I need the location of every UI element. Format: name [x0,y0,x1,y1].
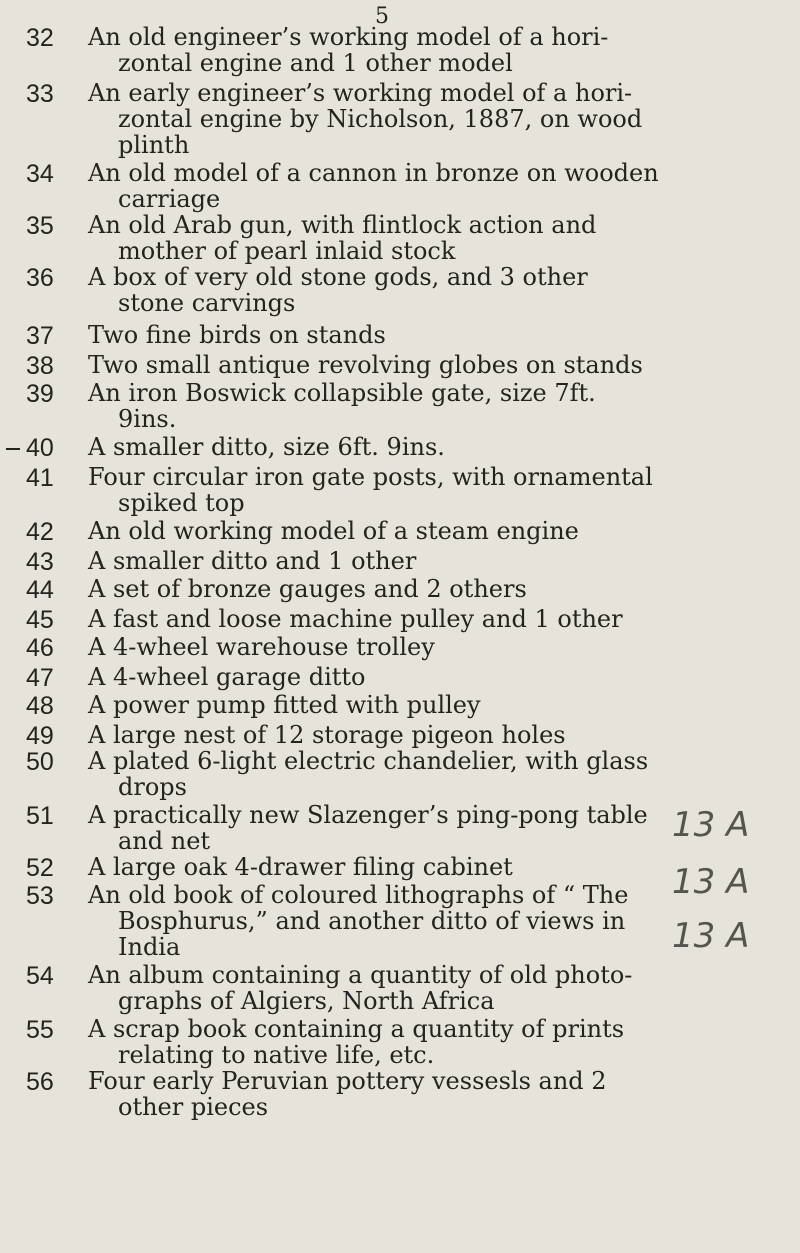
lot-description [88,664,778,690]
description-line: A 4-wheel warehouse trolley [88,633,435,661]
lot-number: 41 [26,464,54,492]
description-line: A large oak 4-drawer filing cabinet [88,853,513,881]
lot-number: 43 [26,548,54,576]
lot-description [88,548,778,574]
lot-number: 44 [26,576,54,604]
description-line: An old engineer’s working model of a hori- [88,23,609,51]
lot-number: 33 [26,80,54,108]
handwritten-annotation: 13 A [672,805,750,845]
lot-description [88,322,778,348]
lot-description [88,634,778,660]
description-line: A power pump fitted with pulley [88,691,481,719]
description-line: Four early Peruvian pottery vessesls and 2 [88,1067,607,1095]
margin-mark [6,448,20,450]
description-line: Four circular iron gate posts, with ornamental [88,463,653,491]
lot-number: 51 [26,802,54,830]
description-line: An old book of coloured lithographs of “ The [88,881,629,909]
description-line: Bosphurus,” and another ditto of views in [118,907,626,935]
description-line: Two small antique revolving globes on stands [88,351,643,379]
lot-number: 42 [26,518,54,546]
description-line: zontal engine by Nicholson, 1887, on wood [118,105,643,133]
lot-description [88,352,778,378]
lot-number: 39 [26,380,54,408]
lot-number: 47 [26,664,54,692]
lot-description [88,962,778,1014]
description-line: An iron Boswick collapsible gate, size 7ft. [88,379,596,407]
description-line: 9ins. [118,405,177,433]
description-line: graphs of Algiers, North Africa [118,987,495,1015]
description-line: zontal engine and 1 other model [118,49,513,77]
description-line: and net [118,827,211,855]
lot-description [88,380,778,432]
description-line: stone carvings [118,289,296,317]
lot-number: 56 [26,1068,54,1096]
description-line: Two fine birds on stands [88,321,386,349]
description-line: An old working model of a steam engine [88,517,579,545]
lot-description [88,692,778,718]
description-line: plinth [118,131,190,159]
description-line: India [118,933,181,961]
description-line: An album containing a quantity of old photo- [88,961,633,989]
lot-number: 34 [26,160,54,188]
lot-description [88,1016,778,1068]
lot-number: 52 [26,854,54,882]
description-line: drops [118,773,187,801]
lot-description [88,748,778,800]
lot-number: 36 [26,264,54,292]
lot-description [88,160,778,212]
lot-description [88,606,778,632]
lot-number: 38 [26,352,54,380]
lot-number: 46 [26,634,54,662]
description-line: A practically new Slazenger’s ping-pong table [88,801,648,829]
description-line: An early engineer’s working model of a hori- [88,79,633,107]
description-line: A smaller ditto, size 6ft. 9ins. [88,433,445,461]
handwritten-annotation: 13 A [672,862,750,902]
lot-description [88,24,778,76]
lot-description [88,464,778,516]
handwritten-annotation: 13 A [672,916,750,956]
description-line: A box of very old stone gods, and 3 other [88,263,588,291]
lot-description [88,722,778,748]
lot-number: 50 [26,748,54,776]
description-line: An old model of a cannon in bronze on wooden [88,159,659,187]
description-line: An old Arab gun, with flintlock action and [88,211,597,239]
lot-number: 45 [26,606,54,634]
description-line: A smaller ditto and 1 other [88,547,417,575]
description-line: A set of bronze gauges and 2 others [88,575,527,603]
lot-number: 54 [26,962,54,990]
description-line: A large nest of 12 storage pigeon holes [88,721,566,749]
lot-description [88,80,778,158]
lot-number: 37 [26,322,54,350]
description-line: A 4-wheel garage ditto [88,663,366,691]
description-line: mother of pearl inlaid stock [118,237,456,265]
lot-description [88,576,778,602]
lot-description [88,518,778,544]
lot-number: 55 [26,1016,54,1044]
description-line: A plated 6-light electric chandelier, with glass [88,747,649,775]
lot-number: 35 [26,212,54,240]
description-line: A scrap book containing a quantity of prints [88,1015,625,1043]
lot-number: 48 [26,692,54,720]
lot-number: 32 [26,24,54,52]
description-line: carriage [118,185,221,213]
description-line: spiked top [118,489,245,517]
page-number: 5 [375,4,390,29]
description-line: other pieces [118,1093,269,1121]
lot-description [88,264,778,316]
lot-number: 49 [26,722,54,750]
lot-description [88,1068,778,1120]
description-line: A fast and loose machine pulley and 1 other [88,605,623,633]
lot-number: 53 [26,882,54,910]
description-line: relating to native life, etc. [118,1041,435,1069]
lot-description [88,212,778,264]
lot-description [88,434,778,460]
lot-number: 40 [26,434,54,462]
